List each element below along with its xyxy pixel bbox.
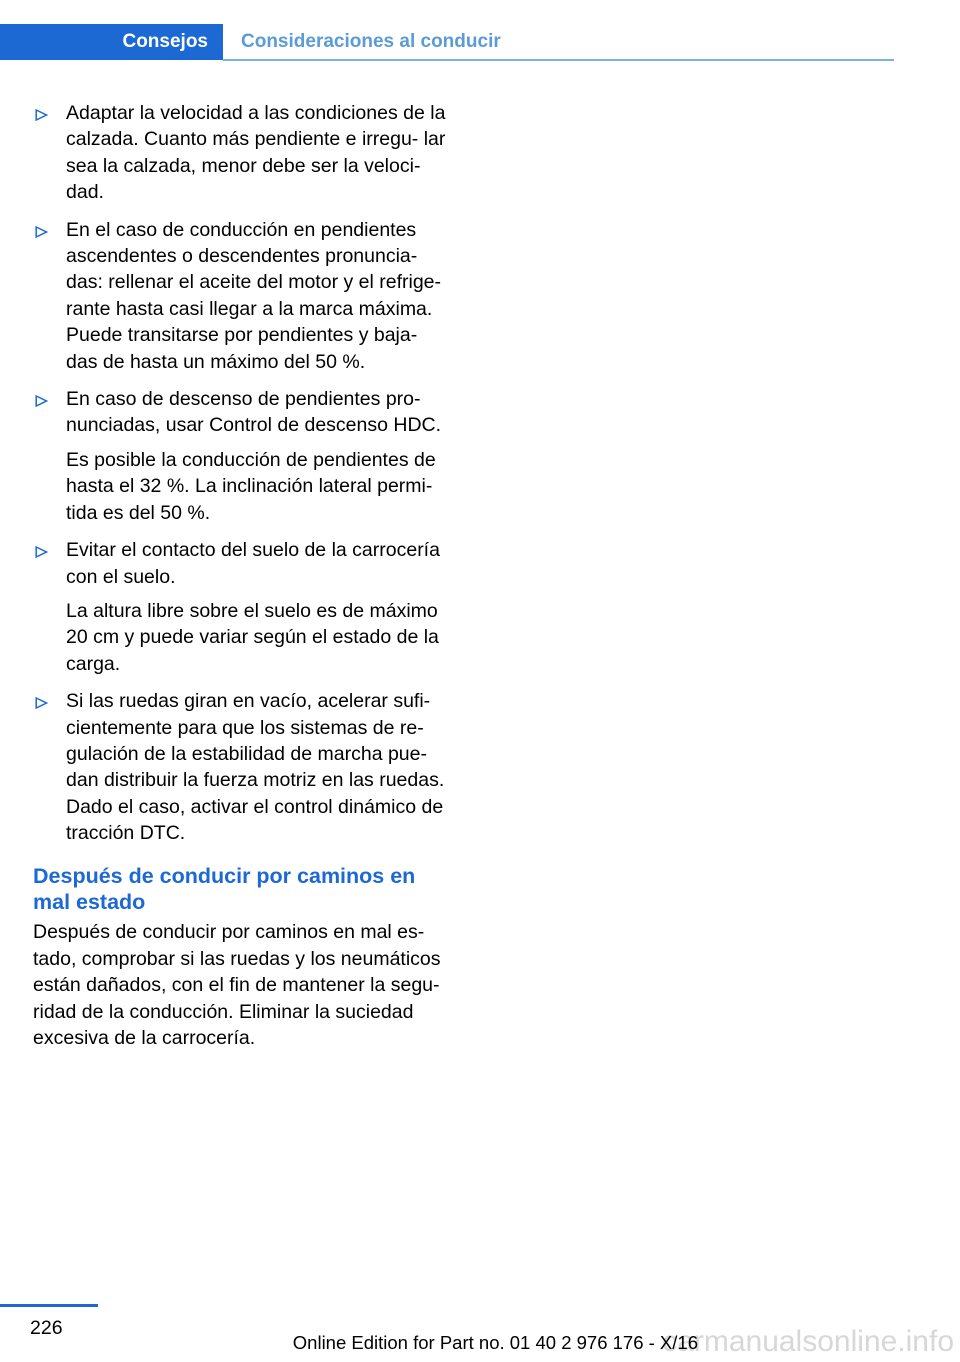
list-item [33,217,453,375]
triangle-right-outline-icon [35,100,49,126]
list-item [33,537,453,677]
page-number: 226 [30,1317,63,1339]
footer-divider [0,1304,98,1307]
list-item-text: En el caso de conducción en pendientes ascendentes o descendentes pronuncia‐ das: rellenar el aceite del motor y el refrige‐ rante hasta casi llegar a la marca máxima. Puede transitarse por pendientes y baja‐ das de hasta un máximo del 50 %. [66,218,442,373]
section-heading: Después de conducir por caminos en mal estado [33,863,416,914]
list-item-text: Adaptar la velocidad a las condiciones de la calzada. Cuanto más pendiente e irregu‐ lar sea la calzada, menor debe ser la veloci‐ dad. [66,102,446,204]
list-item-note: La altura libre sobre el suelo es de máximo 20 cm y puede variar según el estado de la carga. [66,599,439,675]
section-title[interactable]: Consideraciones al conducir [241,31,501,52]
list-item-note: Es posible la conducción de pendientes de hasta el 32 %. La inclinación lateral permi‐ tida es del 50 %. [66,448,436,524]
triangle-right-outline-icon [35,386,49,412]
triangle-right-outline-icon [35,688,49,714]
triangle-right-outline-icon [35,537,49,563]
header-divider [223,59,894,61]
page-header [0,24,894,62]
list-item [33,100,453,206]
list-item-text: Si las ruedas giran en vacío, acelerar sufi‐ cientemente para que los sistemas de re‐ gulación de la estabilidad de marcha pue‐ dan distribuir la fuerza motriz en las ruedas. Dado el caso, activar el control dinámico de tracción DTC. [66,690,445,845]
list-item-text: En caso de descenso de pendientes pro‐ nunciadas, usar Control de descenso HDC. [66,388,442,437]
section-body: Después de conducir por caminos en mal es‐ tado, comprobar si las ruedas y los neumáticos están dañados, con el fin de mantener la segu‐ ridad de la conducción. Eliminar la suciedad excesiva de la carrocería. [33,921,441,1049]
chapter-tab[interactable]: Consejos [0,24,223,60]
watermark: carmanualsonline.info [662,1325,954,1358]
list-item [33,386,453,526]
edition-note: Online Edition for Part no. 01 40 2 976 176 - X/16 [292,1332,698,1353]
main-content [33,100,453,1051]
list-item [33,688,453,846]
list-item-text: Evitar el contacto del suelo de la carrocería con el suelo. [66,539,440,588]
triangle-right-outline-icon [35,217,49,243]
